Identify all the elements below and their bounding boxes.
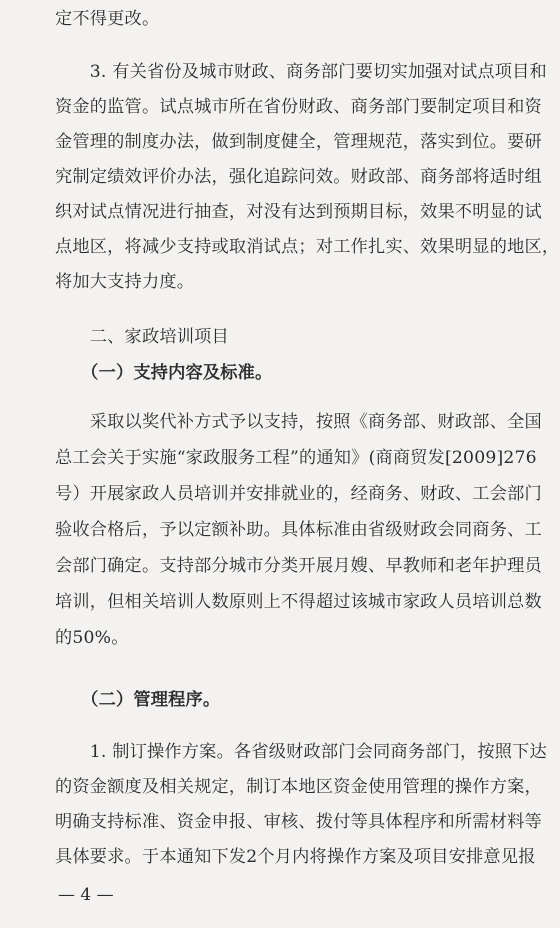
section-heading: 二、家政培训项目: [55, 327, 229, 347]
text-line: 究制定绩效评价办法，强化追踪问效。财政部、商务部将适时组: [55, 167, 542, 187]
text-line: 金管理的制度办法，做到制度健全，管理规范，落实到位。要研: [55, 132, 542, 152]
text-line: 的资金额度及相关规定，制订本地区资金使用管理的操作方案，: [55, 777, 542, 797]
text-line: 织对试点情况进行抽查，对没有达到预期目标，效果不明显的试: [55, 202, 542, 222]
text-line: 培训，但相关培训人数原则上不得超过该城市家政人员培训总数: [55, 592, 542, 612]
text-line: 总工会关于实施“家政服务工程”的通知》(商商贸发[2009]276: [55, 448, 537, 468]
text-line: 3. 有关省份及城市财政、商务部门要切实加强对试点项目和: [55, 62, 547, 82]
text-line: 点地区，将减少支持或取消试点；对工作扎实、效果明显的地区，: [55, 237, 560, 257]
text-line: 验收合格后，予以定额补助。具体标准由省级财政会同商务、工: [55, 520, 542, 540]
text-line: 1. 制订操作方案。各省级财政部门会同商务部门，按照下达: [55, 742, 547, 762]
text-line: 会部门确定。支持部分城市分类开展月嫂、早教师和老年护理员: [55, 556, 542, 576]
text-line: 的50%。: [55, 628, 129, 648]
text-line: 资金的监管。试点城市所在省份财政、商务部门要制定项目和资: [55, 97, 542, 117]
subsection-heading: （二）管理程序。: [55, 690, 221, 710]
text-line: 采取以奖代补方式予以支持，按照《商务部、财政部、全国: [55, 412, 542, 432]
text-line: 将加大支持力度。: [55, 272, 195, 292]
text-line: 具体要求。于本通知下发2个月内将操作方案及项目安排意见报: [55, 847, 536, 867]
text-line: 明确支持标准、资金申报、审核、拨付等具体程序和所需材料等: [55, 812, 542, 832]
page-number: — 4 —: [58, 885, 114, 905]
text-line: 号）开展家政人员培训并安排就业的，经商务、财政、工会部门: [55, 484, 542, 504]
subsection-heading: （一）支持内容及标准。: [55, 363, 273, 383]
text-line: 定不得更改。: [55, 9, 160, 29]
